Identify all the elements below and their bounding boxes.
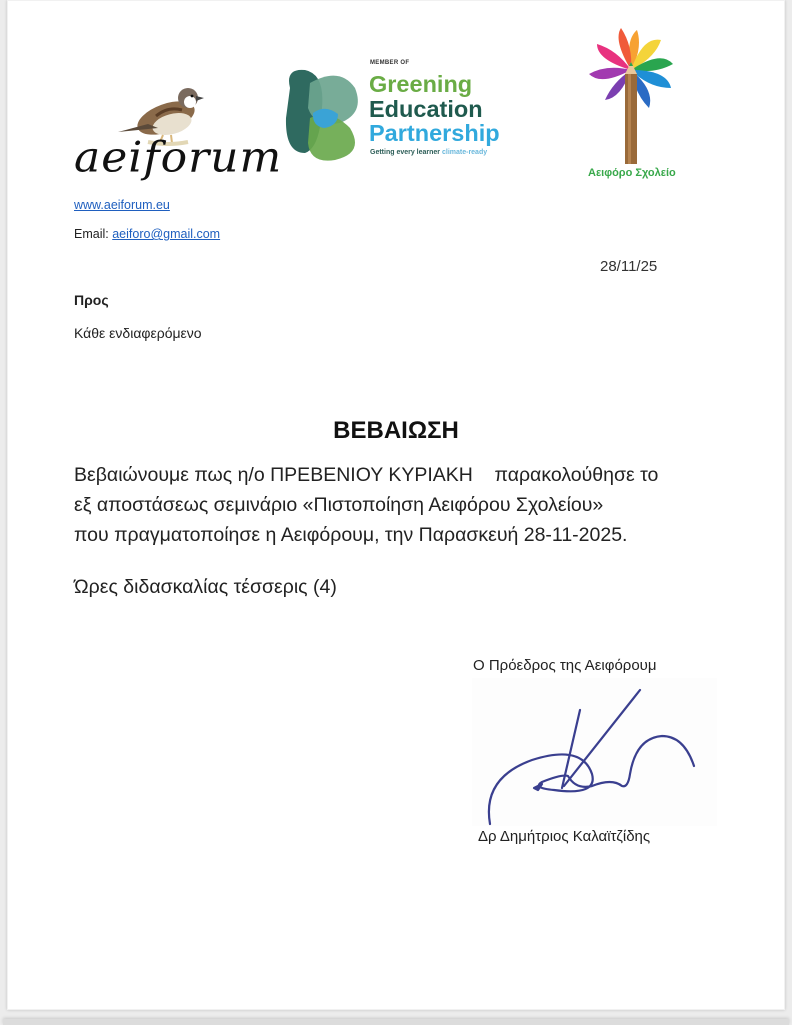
certificate-body [74,460,734,550]
gep-member-of: MEMBER OF [370,60,410,66]
gep-tagline-accent: climate-ready [441,149,488,156]
document-date: 28/11/25 [600,258,658,275]
body-line: εξ αποστάσεως σεμινάριο «Πιστοποίηση Αειφόρου Σχολείου» [74,494,604,516]
email-label: Email: [74,227,109,241]
gep-line-education: Education [369,96,483,122]
email-line [74,227,220,241]
next-page-edge [3,1019,789,1025]
handwritten-signature-icon [472,678,717,826]
recipient-value: Κάθε ενδιαφερόμενο [74,325,202,341]
recipient-label: Προς [74,292,109,308]
certificate-title: ΒΕΒΑΙΩΣΗ [333,417,459,444]
signature-image [472,678,717,826]
aeiforum-logo [68,80,283,190]
gep-line-partnership: Partnership [369,120,500,146]
pinwheel-pencil-icon [583,18,693,168]
gep-blob-icon [280,58,370,168]
aeiforum-wordmark: aeiforum [74,133,283,182]
body-line: Βεβαιώνουμε πως η/ο ΠΡΕΒΕΝΙΟΥ ΚΥΡΙΑΚΗ παρακολούθησε το [74,464,659,486]
greening-education-partnership-logo [280,58,530,168]
sustainable-school-caption: Αειφόρο Σχολείο [588,167,676,179]
body-line: που πραγματοποίησε η Αειφόρουμ, την Παρασκευή 28-11-2025. [74,524,628,546]
email-link[interactable]: aeiforo@gmail.com [112,227,221,241]
gep-tagline-main: Getting every learner [370,149,442,156]
gep-line-greening: Greening [369,71,473,97]
website-link[interactable]: www.aeiforum.eu [74,198,170,212]
signatory-role: Ο Πρόεδρος της Αειφόρουμ [473,657,657,674]
signatory-name: Δρ Δημήτριος Καλαϊτζίδης [478,828,651,845]
sustainable-school-logo [583,18,693,183]
teaching-hours: Ώρες διδασκαλίας τέσσερις (4) [74,576,337,598]
gep-tagline [370,149,487,156]
